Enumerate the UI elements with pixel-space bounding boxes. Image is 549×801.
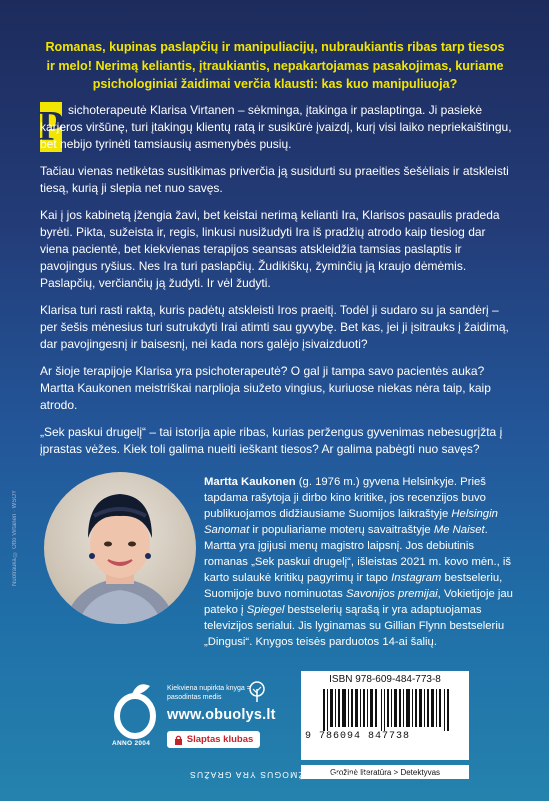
publisher-year: ANNO 2004 [112, 740, 151, 747]
bio-italic: Helsingin Sanomat [204, 508, 498, 536]
barcode-icon [323, 689, 449, 731]
author-bio [204, 474, 516, 650]
bio-text: , Vokietijoje jau pateko į [204, 588, 513, 616]
bio-italic: Me Naiset [433, 524, 485, 536]
blurb-paragraph-3: Kai į jos kabinetą įžengia žavi, bet keistai nerimą kelianti Ira, Klarisos pasaulis pradeda byrėti. Pikta, sužeista ir, regis, linkusi nusižudyti Ira iš pradžių atrodo kaip tiesiog dar viena pacientė, bet kiekvienas terapijos seansas atskleidžia tamsias paslaptis ir pavojingus ryšius. Nes Ira turi paslapčių. Žudikiškų, žyminčių ją kraujo dėmėmis. Paslapčių, verčiančių ją žudyti. Ir vėl žudyti. [40, 208, 500, 290]
blurb-paragraph-2: Tačiau vienas netikėtas susitikimas priverčia ją susidurti su praeities šešėliais ir atskleisti tiesą, kurią ji slepia net nuo savęs. [40, 164, 509, 195]
bio-text: . Martta yra įgijusi menų magistro laipsnį. Jos debiutinis romanas „Sek paskui drugelį“, išleistas 2021 m. kovo mėn., iš karto sulaukė kritikų pagyrimų ir tapo [204, 524, 512, 584]
photo-credit: Nuotrauka © Otto Virtanen · WSOY [12, 490, 18, 586]
bio-text: bestselerių sąrašą ir yra adaptuojamas televizijos serialui. Jis lyginamas su Gillian Flynn bestseleriu „Dingusi“. Knygos teisės parduotos 14-ai šalių. [204, 604, 505, 648]
tree-note: Kiekviena nupirkta knyga = pasodintas medis [167, 685, 251, 701]
publisher-logo-icon [108, 682, 162, 745]
bio-italic: Spiegel [246, 604, 285, 616]
footer-slogan [0, 770, 549, 780]
bio-italic: Savonijos premijai [345, 588, 438, 600]
club-label: Slaptas klubas [186, 734, 254, 745]
blurb-paragraph-6: „Sek paskui drugelį“ – tai istorija apie ribas, kurias peržengus gyvenimas nebesugrįžta į įprastas vėžes. Kiek toli galima nueiti ieškant tiesos? Ar galima pabėgti nuo savęs? [40, 425, 503, 456]
bio-text: (g. 1976 m.) gyvena Helsinkyje. Prieš tapdama rašytoja ji dirbo kino kritike, jos recenzijos buvo publikuojamos didžiausiame Suomijos laikraštyje [204, 476, 486, 520]
tree-icon [248, 681, 266, 708]
footer-slogan-text: SKAITANTIS ŽMOGUS YRA GRAŽUS [188, 770, 369, 780]
blurb-paragraph-5: Ar šioje terapijoje Klarisa yra psichoterapeutė? O gal ji tampa savo pacientės auka? Martta Kaukonen meistriškai narplioja siužeto vingius, kuriuose niekas nėra taip, kaip atrodo. [40, 364, 491, 412]
drop-cap-letter: P [38, 104, 64, 150]
barcode-number: 9 786094 847738 [305, 731, 411, 742]
blurb-paragraph-1: sichoterapeutė Klarisa Virtanen – sėkminga, įtakinga ir paslaptinga. Ji pasiekė karjeros viršūnę, turi įtakingų klientų ratą ir susikūrė įvaizdį, kurį visi laiko nepriekaištingu, bet nebijo tyrinėti tamsiausių asmenybės pusių. [40, 103, 512, 151]
author-name: Martta Kaukonen [204, 476, 296, 488]
bio-text: ir populiariame moterų savaitraštyje [249, 524, 434, 536]
isbn: ISBN 978-609-484-773-8 [329, 674, 441, 685]
publisher-url[interactable]: www.obuolys.lt [167, 707, 276, 723]
author-photo [44, 472, 196, 624]
tagline: Romanas, kupinas paslapčių ir manipuliacijų, nubraukiantis ribas tarp tiesos ir melo! Nerimą keliantis, įtraukiantis, nepakartojamas pasakojimas, kuriame psichologiniai žaidimai verčia klausti: kas kuo manipuliuoja? [45, 40, 505, 91]
lock-icon [174, 735, 183, 745]
blurb-paragraph-4: Klarisa turi rasti raktą, kuris padėtų atskleisti Iros praeitį. Todėl ji sudaro su ja sandėrį – per šešis mėnesius turi sutrukdyti Irai atimti sau gyvybę. Bet kas, jei ji įsitrauks į žaidimą, dar pavojingesnį ir baisesnį, nei kada nors galėjo įsivaizduoti? [40, 303, 509, 351]
bio-text: bestseleriu, Suomijoje buvo nominuotas [204, 572, 503, 600]
genre-label: Grožinė literatūra > Detektyvas [301, 765, 469, 779]
blurb [40, 102, 512, 468]
bio-italic: Instagram [391, 572, 442, 584]
barcode-box [301, 671, 469, 760]
secret-club-badge [167, 731, 260, 748]
